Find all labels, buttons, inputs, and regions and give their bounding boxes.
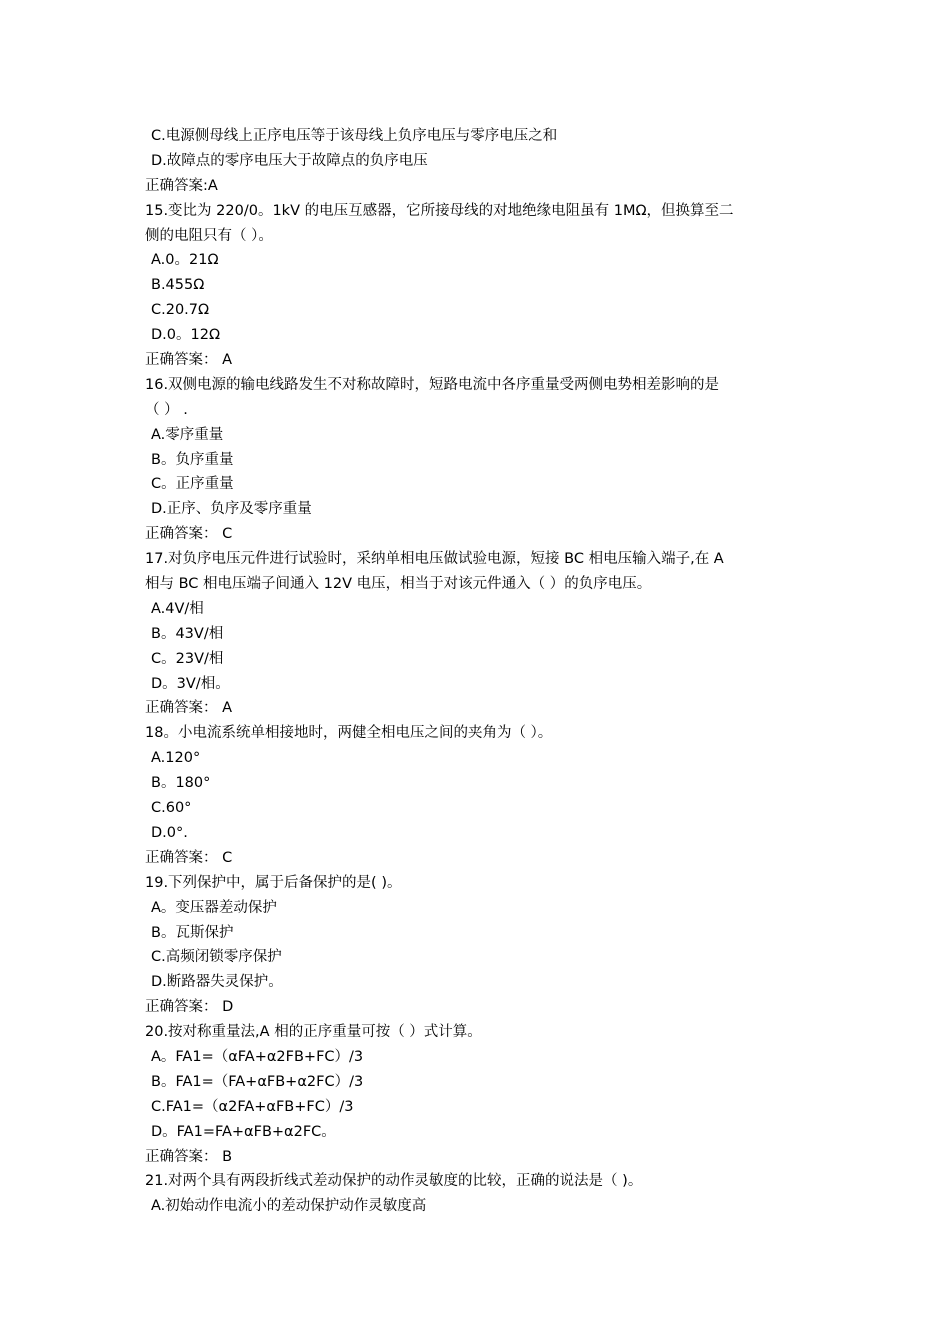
question-text: 21.对两个具有两段折线式差动保护的动作灵敏度的比较，正确的说法是（ )。 xyxy=(145,1173,643,1190)
correct-answer: 正确答案： B xyxy=(145,1148,233,1165)
answer-option: A。FA1=（αFA+α2FB+FC）/3 xyxy=(151,1048,364,1065)
answer-option: C。23V/相 xyxy=(151,650,224,667)
correct-answer: 正确答案： A xyxy=(145,700,233,717)
answer-option: A。变压器差动保护 xyxy=(151,899,277,916)
question-text: 侧的电阻只有（ ）。 xyxy=(145,227,273,244)
answer-option: C.高频闭锁零序保护 xyxy=(151,949,282,966)
question-text: 相与 BC 相电压端子间通入 12V 电压，相当于对该元件通入（ ）的负序电压。 xyxy=(145,576,652,593)
correct-answer: 正确答案： C xyxy=(145,849,233,866)
answer-option: C。正序重量 xyxy=(151,476,234,493)
answer-option: B。负序重量 xyxy=(151,451,234,468)
question-text: 19.下列保护中，属于后备保护的是( )。 xyxy=(145,874,402,891)
answer-option: B.455Ω xyxy=(151,277,205,294)
question-text: 20.按对称重量法,A 相的正序重量可按（ ）式计算。 xyxy=(145,1024,482,1041)
answer-option: A.初始动作电流小的差动保护动作灵敏度高 xyxy=(151,1198,427,1215)
answer-option: B。180° xyxy=(151,775,211,792)
answer-option: C.60° xyxy=(151,800,192,817)
correct-answer: 正确答案： D xyxy=(145,999,234,1016)
answer-option: D。3V/相。 xyxy=(151,675,230,692)
document-text xyxy=(145,124,815,1219)
answer-option: B。FA1=（FA+αFB+α2FC）/3 xyxy=(151,1073,364,1090)
question-text: 17.对负序电压元件进行试验时，采纳单相电压做试验电源，短接 BC 相电压输入端子,在 A xyxy=(145,551,724,568)
answer-option: D.断路器失灵保护。 xyxy=(151,974,283,991)
answer-option: C.20.7Ω xyxy=(151,302,210,319)
answer-option: B。瓦斯保护 xyxy=(151,924,234,941)
question-text: 16.双侧电源的输电线路发生不对称故障时，短路电流中各序重量受两侧电势相差影响的是 xyxy=(145,376,720,393)
correct-answer: 正确答案:A xyxy=(145,177,218,194)
answer-option: B。43V/相 xyxy=(151,625,224,642)
answer-option: D.0°. xyxy=(151,824,188,841)
answer-option: C.电源侧母线上正序电压等于该母线上负序电压与零序电压之和 xyxy=(151,128,558,144)
correct-answer: 正确答案： C xyxy=(145,526,233,543)
answer-option: A.120° xyxy=(151,750,201,767)
answer-option: D.故障点的零序电压大于故障点的负序电压 xyxy=(151,152,428,169)
question-text: 15.变比为 220/0。1kV 的电压互感器，它所接母线的对地绝缘电阻虽有 1MΩ，但换算至二 xyxy=(145,202,734,219)
answer-option: A.零序重量 xyxy=(151,426,224,443)
answer-option: D.0。12Ω xyxy=(151,327,221,344)
answer-option: A.4V/相 xyxy=(151,600,204,617)
answer-option: C.FA1=（α2FA+αFB+FC）/3 xyxy=(151,1098,354,1115)
answer-option: A.0。21Ω xyxy=(151,252,219,269)
question-text: （ ） . xyxy=(145,401,188,418)
answer-option: D.正序、负序及零序重量 xyxy=(151,501,312,518)
answer-option: D。FA1=FA+αFB+α2FC。 xyxy=(151,1123,336,1140)
correct-answer: 正确答案： A xyxy=(145,352,233,369)
question-text: 18。小电流系统单相接地时，两健全相电压之间的夹角为（ ）。 xyxy=(145,725,553,742)
